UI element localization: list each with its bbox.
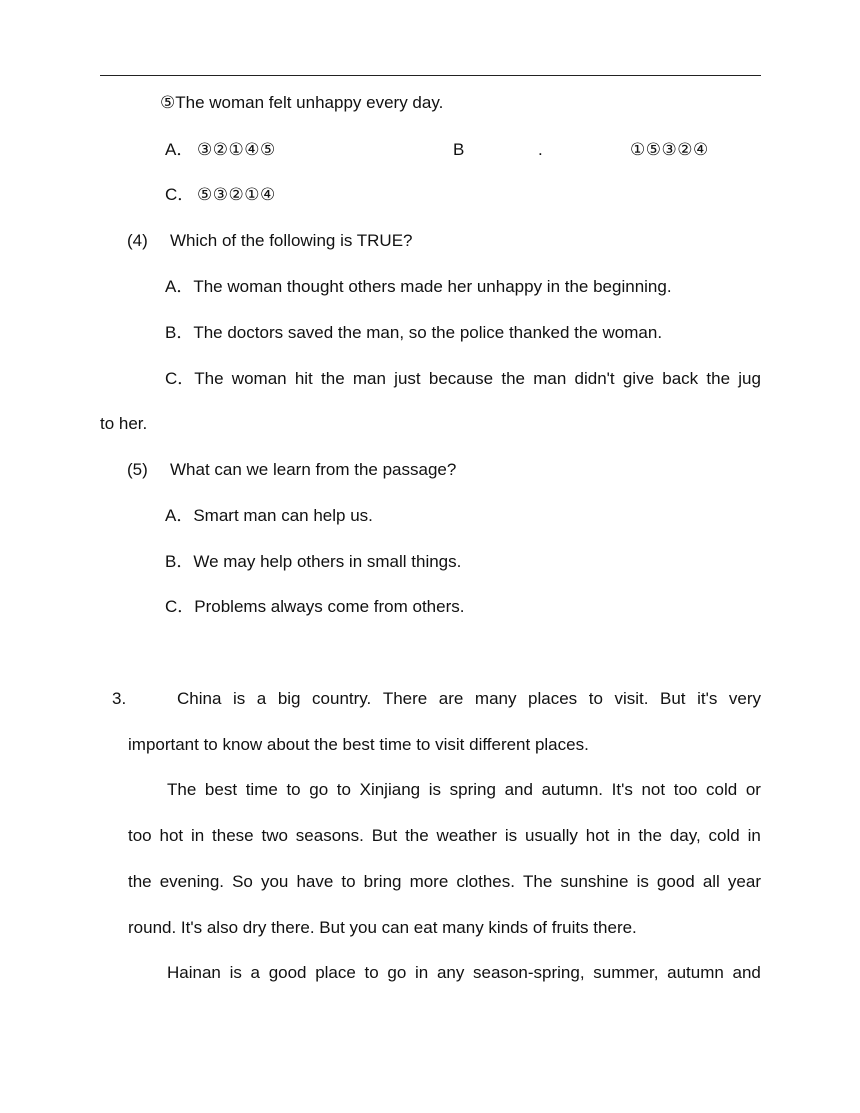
word: Xinjiang: [359, 780, 421, 799]
word: back: [662, 369, 699, 388]
question-4-option-c: [165, 368, 761, 390]
question-4-option-a: A．The woman thought others made her unhappy in the beginning.: [165, 277, 672, 296]
word: The: [523, 872, 553, 891]
word: to: [286, 780, 301, 799]
question-4-number: (4): [127, 231, 148, 250]
word: in: [190, 826, 205, 845]
word: in: [415, 963, 429, 982]
word: are: [438, 689, 464, 708]
word: C．The: [165, 369, 224, 388]
word: is: [504, 826, 518, 845]
word: time: [245, 780, 278, 799]
question-5-option-b: B．We may help others in small things.: [165, 552, 462, 571]
option-b-label: B: [453, 140, 465, 159]
passage-p2-line-1: [167, 779, 761, 801]
question-4-option-b: B．The doctors saved the man, so the police thanked the woman.: [165, 323, 663, 342]
header-rule: [100, 75, 761, 76]
word: is: [636, 872, 649, 891]
word: good: [656, 872, 695, 891]
word: seasons.: [295, 826, 364, 845]
word: best: [204, 780, 238, 799]
question-5-option-a: A．Smart man can help us.: [165, 506, 373, 525]
word: evening.: [159, 872, 224, 891]
word: not: [641, 780, 666, 799]
option-b-dot: .: [538, 140, 543, 159]
word: too: [673, 780, 698, 799]
word: season-spring,: [473, 963, 585, 982]
word: the: [501, 369, 525, 388]
word: because: [428, 369, 494, 388]
option-c-value: ⑤③②①④: [197, 185, 276, 204]
word: all: [702, 872, 720, 891]
word: have: [296, 872, 334, 891]
word: But: [660, 689, 686, 708]
word: these: [212, 826, 254, 845]
word: clothes.: [456, 872, 515, 891]
word: cold: [708, 826, 740, 845]
word: places: [528, 689, 578, 708]
word: big: [277, 689, 301, 708]
question-5-option-c: C．Problems always come from others.: [165, 597, 465, 616]
word: The: [167, 780, 197, 799]
word: visit.: [614, 689, 649, 708]
word: usually: [525, 826, 578, 845]
word: a: [250, 963, 260, 982]
question-4-stem: Which of the following is TRUE?: [170, 231, 413, 250]
word: to: [341, 872, 356, 891]
word: Hainan: [167, 963, 221, 982]
word: didn't: [574, 369, 615, 388]
word: give: [622, 369, 655, 388]
word: to: [364, 963, 379, 982]
word: to: [588, 689, 603, 708]
word: hit: [294, 369, 313, 388]
word: hot: [585, 826, 610, 845]
word: the: [638, 826, 662, 845]
word: It's: [611, 780, 633, 799]
word: autumn.: [541, 780, 604, 799]
passage-p3-line-1: [167, 962, 761, 984]
word: a: [256, 689, 267, 708]
option-a-value: ③②①④⑤: [197, 140, 276, 159]
word: go: [309, 780, 329, 799]
word: summer,: [593, 963, 659, 982]
word: day,: [669, 826, 701, 845]
option-c-label: C．: [165, 185, 195, 204]
passage-p2-line-2: [128, 825, 761, 847]
word: the: [405, 826, 429, 845]
word: sunshine: [560, 872, 629, 891]
word: two: [261, 826, 288, 845]
word: is: [229, 963, 242, 982]
passage-p1-line-2: important to know about the best time to visit different places.: [128, 735, 589, 754]
word: more: [409, 872, 449, 891]
word: to: [336, 780, 351, 799]
word: is: [428, 780, 442, 799]
passage-p1-line-1: [177, 688, 761, 710]
word: the: [321, 369, 345, 388]
word: is: [232, 689, 246, 708]
word: too: [128, 826, 152, 845]
word: you: [260, 872, 289, 891]
word: country.: [312, 689, 372, 708]
word: spring: [449, 780, 496, 799]
word: many: [474, 689, 517, 708]
word: year: [727, 872, 761, 891]
word: and: [732, 963, 761, 982]
word: bring: [363, 872, 402, 891]
question-3-number: 3.: [112, 689, 127, 708]
passage-p2-line-3: [128, 871, 761, 893]
word: autumn: [667, 963, 724, 982]
word: or: [745, 780, 761, 799]
word: hot: [159, 826, 184, 845]
word: But: [371, 826, 398, 845]
option-b-value: ①⑤③②④: [630, 140, 709, 159]
word: So: [232, 872, 253, 891]
question-5-number: (5): [127, 460, 148, 479]
question-4-option-c-continued: to her.: [100, 414, 148, 433]
passage-p2-line-4: round. It's also dry there. But you can eat many kinds of fruits there.: [128, 918, 637, 937]
word: good: [268, 963, 307, 982]
item-5: ⑤The woman felt unhappy every day.: [160, 93, 444, 112]
word: the: [706, 369, 731, 388]
word: very: [728, 689, 761, 708]
word: in: [617, 826, 631, 845]
word: just: [394, 369, 421, 388]
word: the: [128, 872, 152, 891]
word: in: [747, 826, 761, 845]
option-a-label: A．: [165, 140, 194, 159]
word: jug: [738, 369, 761, 388]
word: it's: [697, 689, 718, 708]
word: weather: [436, 826, 498, 845]
word: and: [504, 780, 533, 799]
word: any: [436, 963, 465, 982]
question-5-stem: What can we learn from the passage?: [170, 460, 457, 479]
word: man: [352, 369, 386, 388]
word: China: [177, 689, 222, 708]
word: cold: [706, 780, 738, 799]
word: go: [387, 963, 407, 982]
word: man: [533, 369, 567, 388]
word: woman: [231, 369, 287, 388]
word: place: [315, 963, 356, 982]
word: There: [382, 689, 428, 708]
